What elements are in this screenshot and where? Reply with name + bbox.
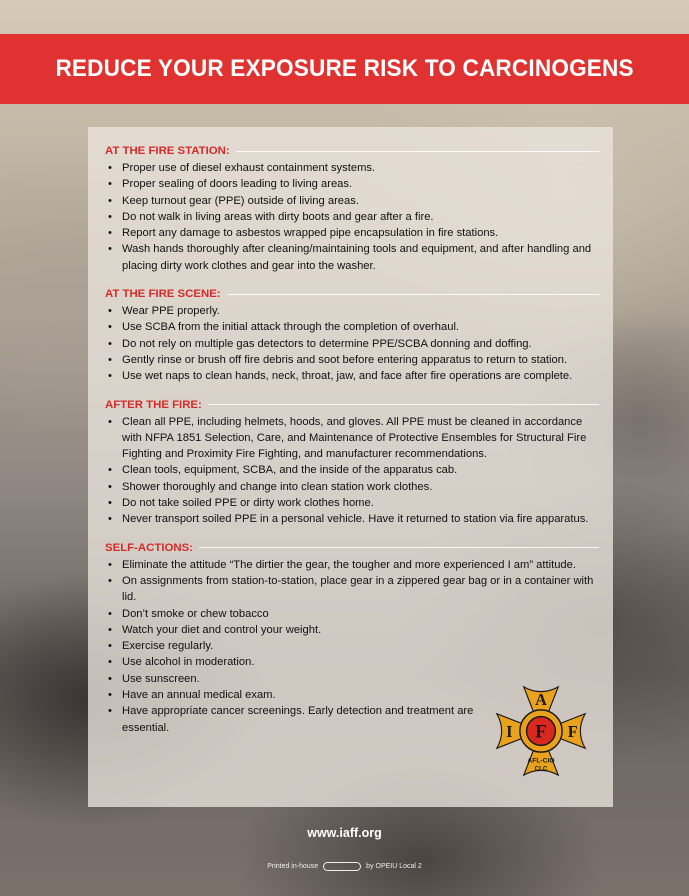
list-item: • Have an annual medical exam. <box>105 687 475 703</box>
section-header <box>105 288 599 300</box>
list-item: • Use SCBA from the initial attack through the completion of overhaul. <box>105 319 599 335</box>
logo-letter-f-center: F <box>535 721 547 743</box>
list-item: • Shower thoroughly and change into clean station work clothes. <box>105 479 599 495</box>
list-item: • Report any damage to asbestos wrapped pipe encapsulation in fire stations. <box>105 225 599 241</box>
list-item: • Do not walk in living areas with dirty boots and gear after a fire. <box>105 209 599 225</box>
page-title: REDUCE YOUR EXPOSURE RISK TO CARCINOGENS <box>55 55 634 82</box>
section-heading: AT THE FIRE SCENE: <box>105 288 221 301</box>
section-heading: SELF-ACTIONS: <box>105 541 193 554</box>
section-fire-scene <box>105 288 599 384</box>
bullet-list <box>105 303 599 384</box>
title-banner <box>0 34 689 104</box>
section-heading: AFTER THE FIRE: <box>105 398 202 411</box>
website-link[interactable]: www.iaff.org <box>307 826 382 840</box>
section-heading: AT THE FIRE STATION: <box>105 145 230 157</box>
list-item: • Use sunscreen. <box>105 671 475 687</box>
list-item: • On assignments from station-to-station, place gear in a zippered gear bag or in a container with lid. <box>105 573 600 606</box>
print-credit <box>0 862 689 871</box>
printed-prefix: Printed in-house <box>267 863 319 870</box>
divider <box>227 294 599 295</box>
list-item: • Wash hands thoroughly after cleaning/maintaining tools and equipment, and after handling and placing dirty work clothes and gear into the washer. <box>105 241 599 274</box>
divider <box>199 547 599 548</box>
list-item: • Proper use of diesel exhaust containment systems. <box>105 160 599 176</box>
logo-letter-a: A <box>535 690 547 710</box>
printed-suffix: by OPEIU Local 2 <box>366 863 422 870</box>
list-item: • Have appropriate cancer screenings. Early detection and treatment are essential. <box>105 703 475 736</box>
union-bug-icon <box>323 862 361 871</box>
divider <box>208 404 599 405</box>
bullet-list <box>105 414 599 528</box>
section-fire-station <box>105 145 599 274</box>
list-item: • Clean tools, equipment, SCBA, and the inside of the apparatus cab. <box>105 462 599 478</box>
section-after-fire <box>105 399 599 528</box>
list-item: • Eliminate the attitude “The dirtier the gear, the tougher and more experienced I am” attitude. <box>105 557 600 573</box>
list-item: • Gently rinse or brush off fire debris and soot before entering apparatus to return to station. <box>105 352 599 368</box>
section-header <box>105 542 599 554</box>
logo-letter-f-right: F <box>567 721 578 741</box>
list-item: • Use alcohol in moderation. <box>105 654 475 670</box>
list-item: • Watch your diet and control your weight. <box>105 622 475 638</box>
list-item: • Proper sealing of doors leading to living areas. <box>105 176 599 192</box>
list-item: • Do not take soiled PPE or dirty work clothes home. <box>105 495 599 511</box>
bullet-list <box>105 160 599 274</box>
list-item: • Clean all PPE, including helmets, hoods, and gloves. All PPE must be cleaned in accordance with NFPA 1851 Selection, Care, and Maintenance of Protective Ensembles for Structural Fire Fighting and Proximity Fire Fighting, and manufacturer recommendations. <box>105 414 599 463</box>
logo-clc: CLC <box>534 765 548 773</box>
list-item: • Don’t smoke or chew tobacco <box>105 606 475 622</box>
logo-afl-cio: AFL-CIO <box>527 757 555 765</box>
list-item: • Exercise regularly. <box>105 638 475 654</box>
list-item: • Do not rely on multiple gas detectors to determine PPE/SCBA donning and doffing. <box>105 336 599 352</box>
iaff-logo <box>493 683 589 779</box>
list-item: • Use wet naps to clean hands, neck, throat, jaw, and face after fire operations are complete. <box>105 368 599 384</box>
logo-letter-i: I <box>506 721 513 741</box>
section-header <box>105 145 599 157</box>
list-item: • Keep turnout gear (PPE) outside of living areas. <box>105 193 599 209</box>
list-item: • Never transport soiled PPE in a personal vehicle. Have it returned to station via fire apparatus. <box>105 511 599 527</box>
divider <box>236 151 599 152</box>
section-header <box>105 399 599 411</box>
bullet-list <box>105 557 594 736</box>
list-item: • Wear PPE properly. <box>105 303 599 319</box>
